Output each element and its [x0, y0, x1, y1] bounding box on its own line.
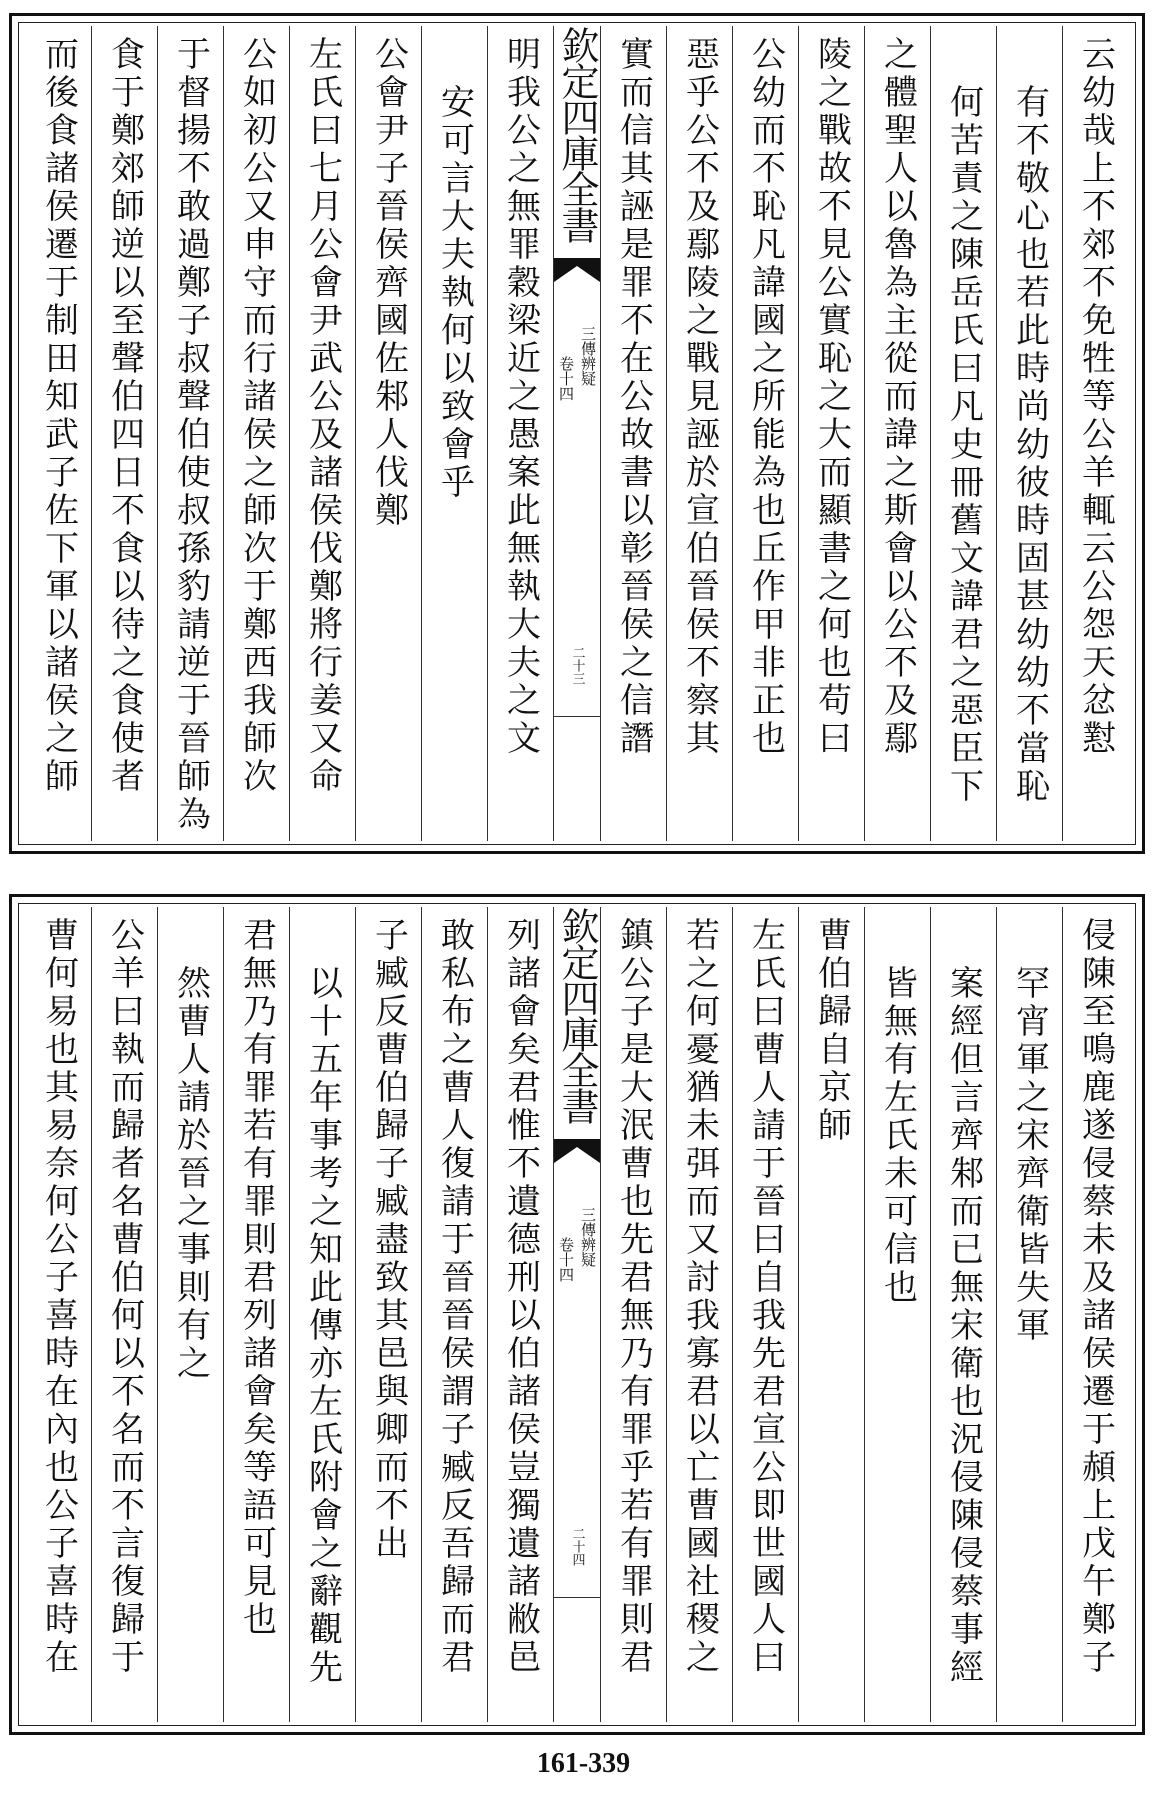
- text-column: 然曹人請於晉之事則有之: [157, 907, 223, 1722]
- text-column: 惡乎公不及鄢陵之戰見誣於宣伯晉侯不察其: [666, 26, 732, 841]
- text-column: 案經但言齊邾而已無宋衛也況侵陳侵蔡事經: [930, 907, 996, 1722]
- text-column: 左氏曰曹人請于晉曰自我先君宣公即世國人曰: [732, 907, 798, 1722]
- text-column: 何苦責之陳岳氏曰凡史冊舊文諱君之惡臣下: [930, 26, 996, 841]
- text-column: 而後食諸侯遷于制田知武子佐下軍以諸侯之師: [38, 36, 79, 796]
- bottom-page-columns: [26, 907, 1128, 1722]
- text-column: 明我公之無罪穀梁近之愚案此無執大夫之文: [487, 26, 553, 841]
- book-title: 三傳辨疑: [579, 1207, 597, 1267]
- text-column: 云幼哉上不郊不免牲等公羊輒云公怨天忿懟: [1062, 26, 1128, 841]
- top-page-columns: [26, 26, 1128, 841]
- center-margin: [553, 26, 600, 841]
- text-column: 皆無有左氏未可信也: [864, 907, 930, 1722]
- fish-tail-mark-icon: [554, 258, 600, 282]
- text-column: 子臧反曹伯歸子臧盡致其邑與卿而不出: [355, 907, 421, 1722]
- text-column: 之體聖人以魯為主從而諱之斯會以公不及鄢: [864, 26, 930, 841]
- fish-tail-mark-icon: [554, 1139, 600, 1163]
- text-column: 安可言大夫執何以致會乎: [421, 26, 487, 841]
- text-column: 君無乃有罪若有罪則君列諸會矣等語可見也: [223, 907, 289, 1722]
- text-column: 曹伯歸自京師: [798, 907, 864, 1722]
- text-column: 敢私布之曹人復請于晉晉侯謂子臧反吾歸而君: [421, 907, 487, 1722]
- page-number: 二十三: [569, 646, 585, 685]
- text-column: 實而信其誣是罪不在公故書以彰晉侯之信譖: [600, 26, 666, 841]
- text-column: 有不敬心也若此時尚幼彼時固甚幼幼不當恥: [996, 26, 1062, 841]
- volume-label: 卷十四: [557, 356, 575, 401]
- divider: [554, 716, 600, 717]
- page-number: 二十四: [569, 1527, 585, 1566]
- bottom-page: [9, 894, 1145, 1735]
- text-column: 侵陳至鳴鹿遂侵蔡未及諸侯遷于頳上戊午鄭子: [1062, 907, 1128, 1722]
- text-column: 左氏曰七月公會尹武公及諸侯伐鄭將行姜又命: [289, 26, 355, 841]
- text-column: 陵之戰故不見公實恥之大而顯書之何也苟曰: [798, 26, 864, 841]
- text-column: 于督揚不敢過鄭子叔聲伯使叔孫豹請逆于晉師為: [157, 26, 223, 841]
- text-column: 若之何憂猶未弭而又討我寡君以亡曹國社稷之: [666, 907, 732, 1722]
- text-column: 鎮公子是大泯曹也先君無乃有罪乎若有罪則君: [600, 907, 666, 1722]
- text-column: 公如初公又申守而行諸侯之師次于鄭西我師次: [223, 26, 289, 841]
- text-column: 公幼而不恥凡諱國之所能為也丘作甲非正也: [732, 26, 798, 841]
- text-column: 曹何易也其易奈何公子喜時在內也公子喜時在: [38, 917, 79, 1677]
- collection-title: 欽定四庫全書: [555, 907, 599, 1123]
- collection-title: 欽定四庫全書: [555, 26, 599, 242]
- text-column: 食于鄭郊師逆以至聲伯四日不食以待之食使者: [91, 26, 157, 841]
- page-footer-label: 161-339: [536, 1748, 631, 1779]
- top-page: [9, 13, 1145, 854]
- text-column: 公會尹子晉侯齊國佐邾人伐鄭: [355, 26, 421, 841]
- text-column: 罕宵軍之宋齊衛皆失軍: [996, 907, 1062, 1722]
- divider: [554, 1597, 600, 1598]
- text-column: 以十五年事考之知此傳亦左氏附會之辭觀先: [289, 907, 355, 1722]
- text-column: 列諸會矣君惟不遺德刑以伯諸侯豈獨遺諸敝邑: [487, 907, 553, 1722]
- center-margin: [553, 907, 600, 1722]
- volume-label: 卷十四: [557, 1237, 575, 1282]
- book-title: 三傳辨疑: [579, 326, 597, 386]
- text-column: 公羊曰執而歸者名曹伯何以不名而不言復歸于: [91, 907, 157, 1722]
